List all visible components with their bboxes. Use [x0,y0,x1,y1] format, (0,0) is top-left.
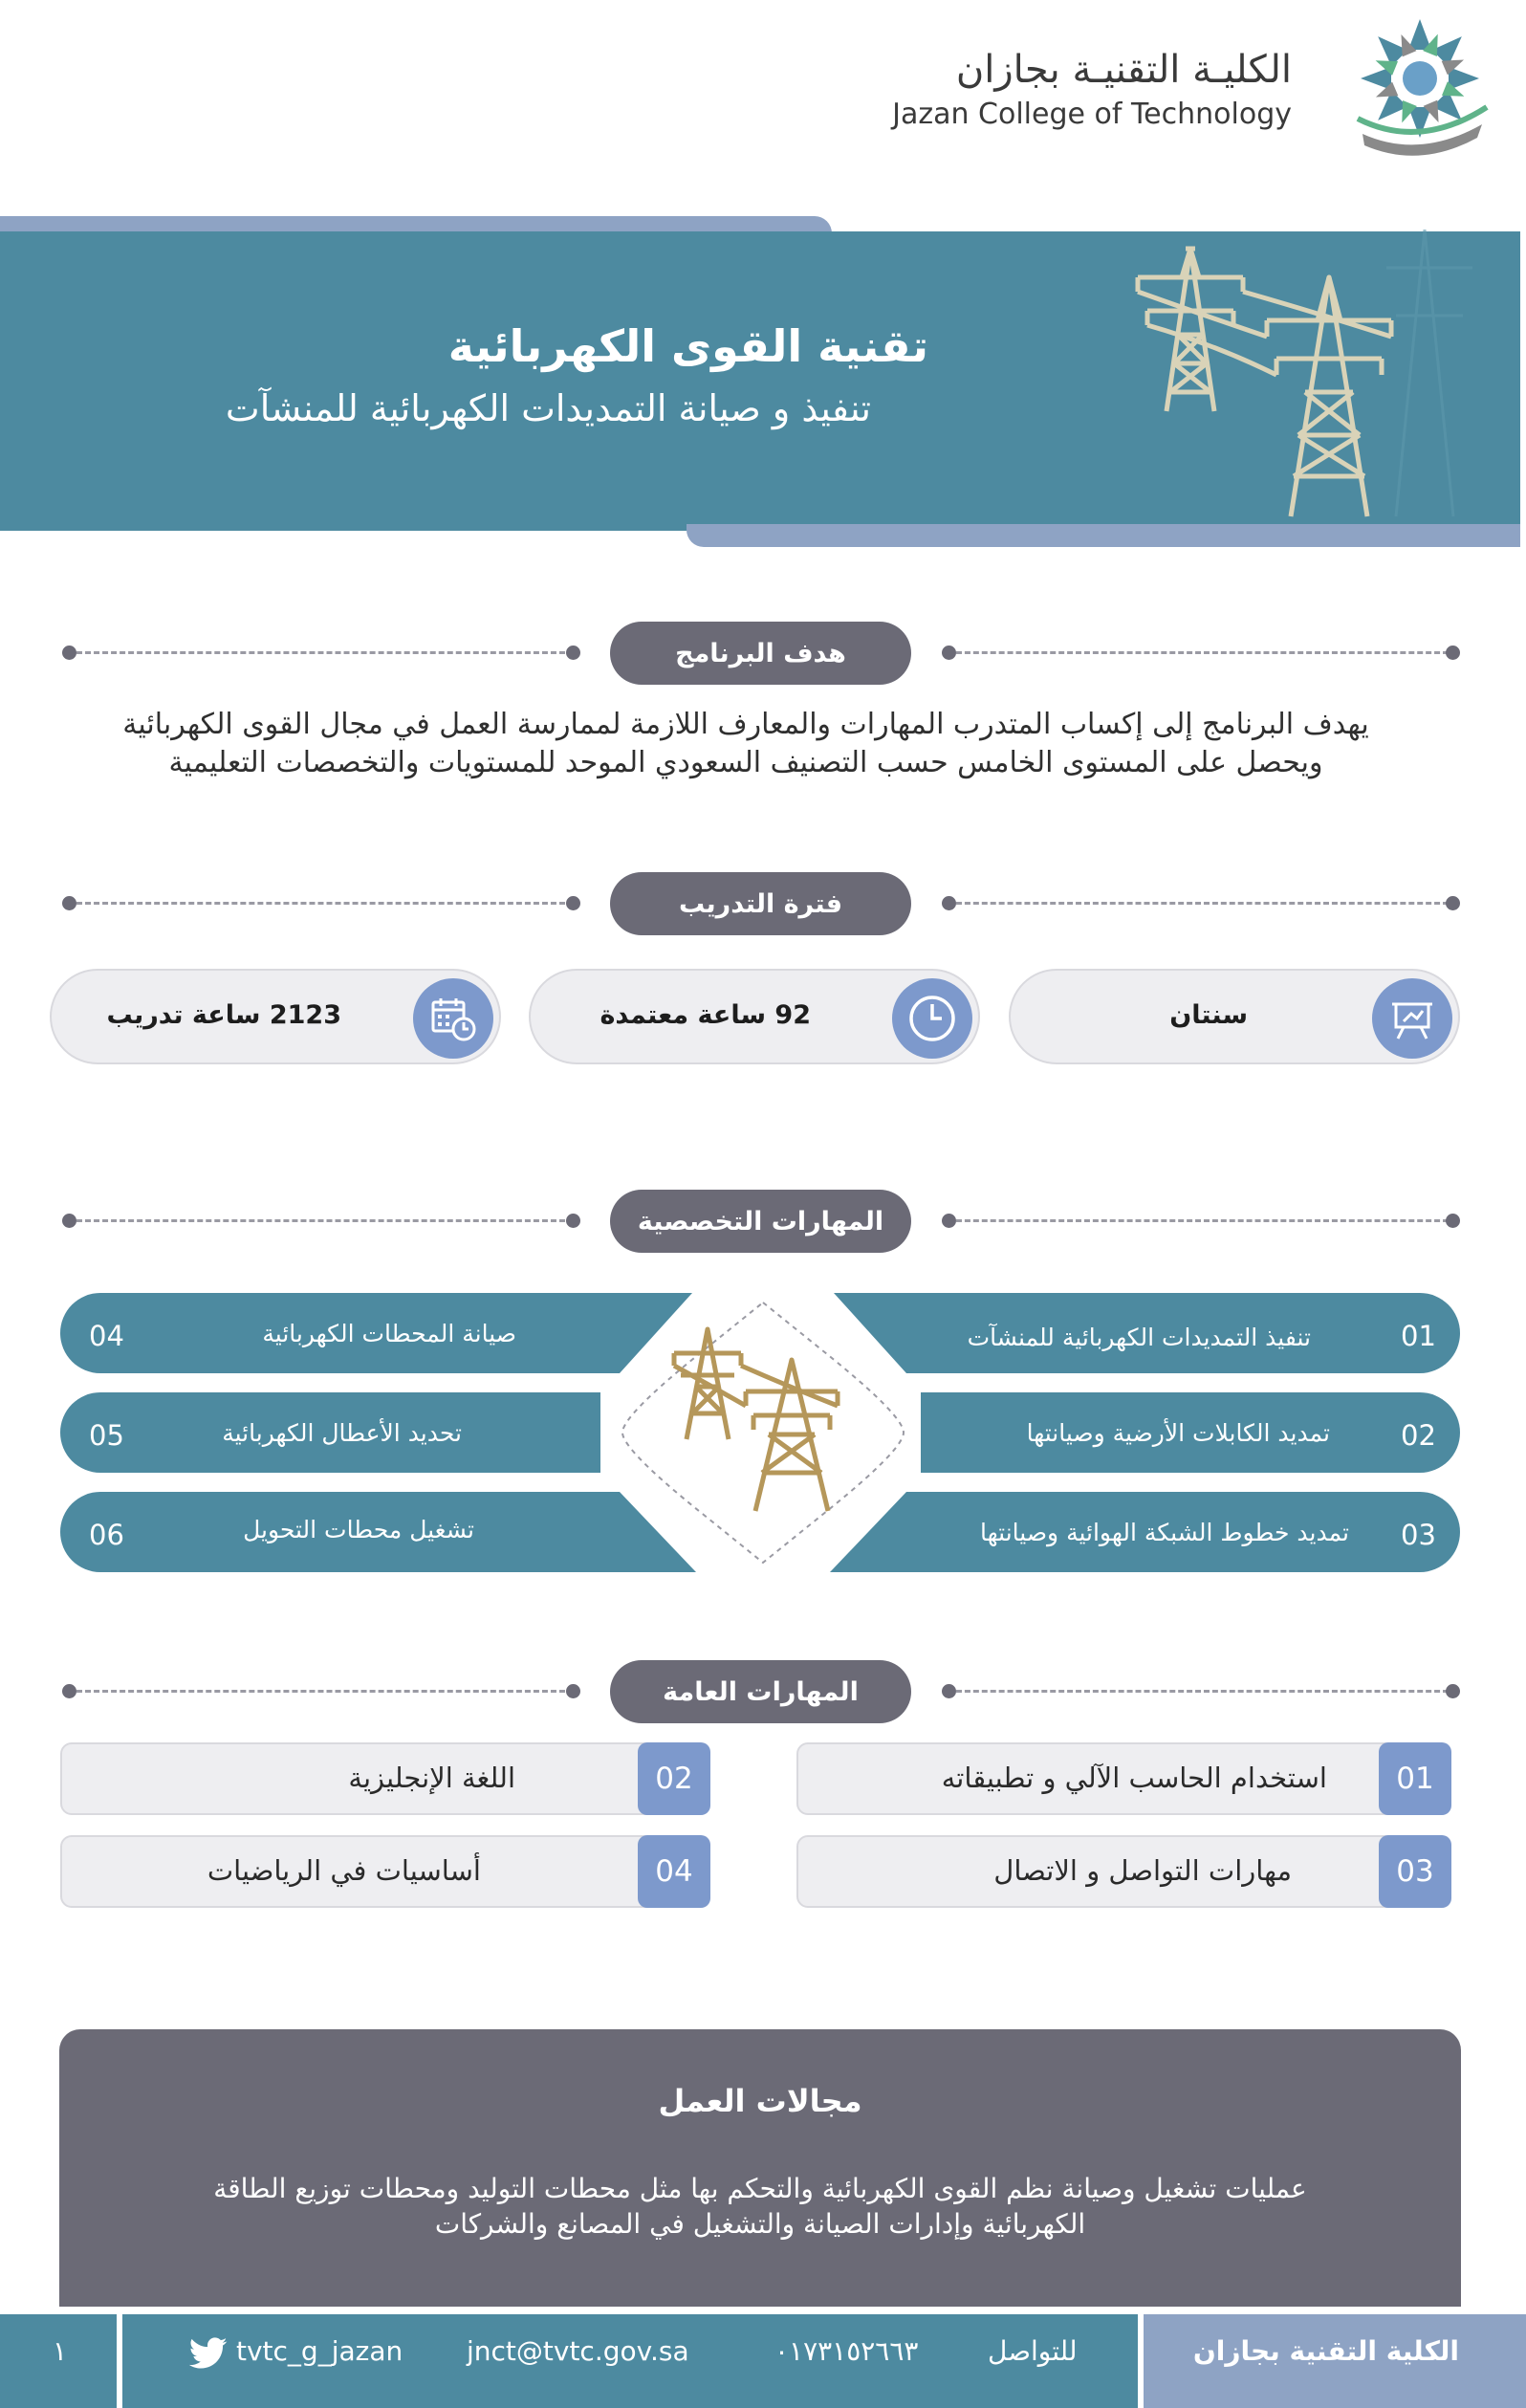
divider-dot [566,896,580,910]
work-fields-line1: عمليات تشغيل وصيانة نظم القوى الكهربائية والتحكم بها مثل محطات التوليد ومحطات توزيع الطاقة [213,2173,1307,2204]
divider-line [76,651,574,654]
divider-dot [942,1214,956,1228]
contact-label: للتواصل [988,2335,1078,2367]
skill-number-04: 04 [89,1320,124,1352]
divider-line [956,1219,1449,1222]
divider-dot [566,646,580,660]
presentation-board-icon [1372,978,1452,1059]
general-skill-number: 01 [1379,1742,1451,1815]
work-fields-heading: مجالات العمل [658,2083,862,2119]
work-fields-line2: الكهربائية وإدارات الصيانة والتشغيل في المصانع والشركات [434,2208,1086,2240]
general-skill-item [796,1742,1451,1815]
divider-dot [62,1684,76,1698]
general-skill-item [60,1742,710,1815]
program-title: تقنية القوى الكهربائية [447,320,928,372]
divider-line [956,1690,1449,1693]
skill-number-02: 02 [1401,1419,1436,1452]
divider-dot [62,896,76,910]
skill-label-06: تشغيل محطات التحويل [243,1516,474,1543]
footer-separator [117,2314,122,2408]
divider-dot [1446,1684,1460,1698]
general-skill-number: 02 [638,1742,710,1815]
goal-text-line1: يهدف البرنامج إلى إكساب المتدرب المهارات والمعارف اللازمة لممارسة العمل في مجال القوى الكهربائية [122,708,1369,741]
skill-number-06: 06 [89,1519,124,1551]
divider-line [956,902,1449,905]
training-hours-card [50,969,501,1064]
divider-dot [566,1684,580,1698]
divider-dot [1446,896,1460,910]
general-skill-item [796,1835,1451,1908]
goal-text-line2: ويحصل على المستوى الخامس حسب التصنيف السعودي الموحد للمستويات والتخصصات التعليمية [168,746,1323,779]
divider-line [956,651,1449,654]
general-skill-label: أساسيات في الرياضيات [207,1854,481,1887]
college-name-english: Jazan College of Technology [892,98,1292,131]
general-skill-label: مهارات التواصل و الاتصال [993,1854,1292,1887]
skill-number-05: 05 [89,1419,124,1452]
divider-line [76,1219,574,1222]
skill-label-02: تمديد الكابلات الأرضية وصيانتها [1026,1419,1330,1447]
skill-label-04: صيانة المحطات الكهربائية [262,1320,516,1347]
divider-dot [1446,1214,1460,1228]
footer-separator [1138,2314,1144,2408]
general-skill-label: استخدام الحاسب الآلي و تطبيقاته [941,1762,1327,1794]
skill-number-03: 03 [1401,1519,1436,1551]
divider-dot [62,646,76,660]
training-duration-text: سنتان [1169,1000,1248,1030]
footer-college-name: الكلية التقنية بجازان [1192,2335,1459,2367]
skill-label-05: تحديد الأعطال الكهربائية [222,1419,462,1447]
skill-label-03: تمديد خطوط الشبكة الهوائية وصيانتها [980,1519,1349,1546]
calendar-clock-icon [413,978,493,1059]
clock-icon [892,978,972,1059]
general-skills-heading: المهارات العامة [610,1660,911,1723]
contact-phone[interactable]: ٠١٧٣١٥٢٦٦٣ [774,2335,919,2367]
divider-dot [1446,646,1460,660]
general-skill-item [60,1835,710,1908]
general-skill-label: اللغة الإنجليزية [348,1762,515,1794]
training-duration-card [1009,969,1460,1064]
twitter-icon[interactable] [189,2337,228,2370]
divider-dot [566,1214,580,1228]
credit-hours-text: 92 ساعة معتمدة [600,1000,811,1030]
twitter-handle[interactable]: tvtc_g_jazan [236,2335,403,2367]
skill-number-01: 01 [1401,1320,1436,1352]
divider-line [76,902,574,905]
program-subtitle: تنفيذ و صيانة التمديدات الكهربائية للمنشآت [225,387,871,429]
training-heading: فترة التدريب [610,872,911,935]
general-skill-number: 03 [1379,1835,1451,1908]
contact-email[interactable]: jnct@tvtc.gov.sa [467,2335,689,2367]
page-number: ١ [53,2335,68,2367]
work-fields-panel [59,2029,1461,2307]
specialized-skills-heading: المهارات التخصصية [610,1190,911,1253]
skill-label-01: تنفيذ التمديدات الكهربائية للمنشآت [967,1324,1311,1351]
credit-hours-card [529,969,980,1064]
banner-bottom-strip [687,524,1520,547]
divider-dot [942,1684,956,1698]
divider-line [76,1690,574,1693]
training-hours-text: 2123 ساعة تدريب [106,1000,341,1030]
college-name-arabic: الكليـة التقنيـة بجازان [955,48,1292,92]
power-tower-icon [1109,230,1511,526]
college-logo-icon [1343,11,1496,179]
goal-heading: هدف البرنامج [610,622,911,685]
divider-dot [942,646,956,660]
divider-dot [942,896,956,910]
divider-dot [62,1214,76,1228]
general-skill-number: 04 [638,1835,710,1908]
